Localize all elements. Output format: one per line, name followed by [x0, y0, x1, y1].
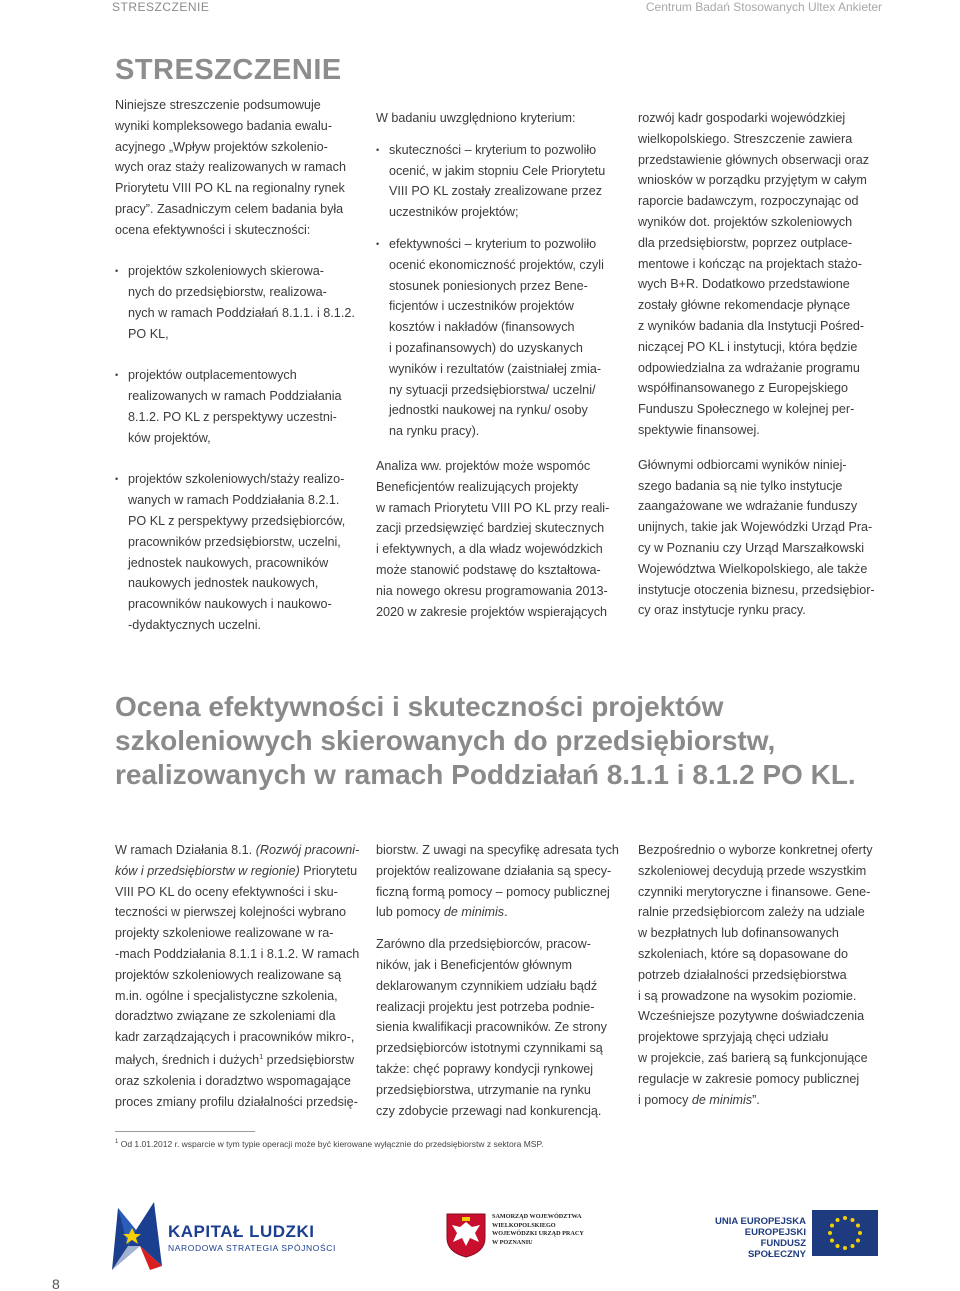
bullet-item: • projektów szkoleniowych skierowa- nych do przedsiębiorstw, realizowa- nych w ramach Poddziałań 8.1.1. i 8.1.2. PO KL, [115, 261, 360, 344]
bullet-item: • projektów szkoleniowych/staży realizo- wanych w ramach Poddziałania 8.2.1. PO KL z perspektywy przedsiębiorców, pracowników przedsiębiorstw, uczelni, jednostek naukowych, pracowników naukowych jednostek naukowych, pracowników naukowych i naukowo- -dydaktycznych uczelni. [115, 469, 360, 635]
section-column-3: Bezpośrednio o wyborze konkretnej oferty szkoleniowej decydują przede wszystkim czynniki merytoryczne i finansowe. Gene- ralnie przedsiębiorcom zależy na udziale w bezpłatnych lub dofinansowanych szkoleniach, które są dopasowane do potrzeb działalności przedsiębiorstwa i są prowadzone na wysokim poziomie. Wcześniejsze pozytywne doświadczenia projektowe sprzyjają chęci udziału w projekcie, zaś barierą są funkcjonujące regulacje w zakresie pomocy publicznej i pomocy de minimis”. [638, 843, 873, 1107]
summary-column-1 [115, 95, 360, 636]
footnote: $^1$ Od 1.01.2012 r. wsparcie w tym typie operacji może być kierowane wyłącznie do przedsiębiorstw z sektora MSP. [115, 1139, 544, 1149]
bullet-item: • projektów outplacementowych realizowanych w ramach Poddziałania 8.1.2. PO KL z perspektywy uczestni- ków projektów, [115, 365, 360, 448]
section-column-1: W ramach Działania 8.1. (Rozwój pracowni- ków i przedsiębiorstw w regionie) Priorytetu VIII PO KL do oceny efektywności i sku- teczności w pierwszej kolejności wybrano projekty szkoleniowe realizowane w ra- -mach Poddziałania 8.1.1 i 8.1.2. W ramach projektów szkoleniowych realizowane są m.in. ogólne i specjalistyczne szkolenia, doradztwo związane ze szkoleniami dla kadr zarządzających i pracowników mikro-, małych, średnich i dużych$^1$ przedsiębiorstw oraz szkolenia i doradztwo wspomagające proces zmiany profilu działalności przedsię- [115, 843, 360, 1109]
summary-column-3 [638, 108, 888, 621]
eu-label: UNIA EUROPEJSKA EUROPEJSKI FUNDUSZ SPOŁECZNY [715, 1216, 806, 1260]
wielkopolska-coat-of-arms-icon [445, 1212, 487, 1258]
kapital-ludzki-logo-icon [110, 1200, 164, 1272]
running-header-left: STRESZCZENIE [112, 0, 210, 14]
bullet-item: • efektywności – kryterium to pozwoliło ocenić ekonomiczność projektów, czyli stosunek poniesionych przez Bene- ficjentów i uczestników projektów kosztów i nakładów (finansowych i pozafinansowych) do uzyskanych wyników i rezultatów (zaistniałej zmia- ny sytuacji przedsiębiorstwa/ uczelni/ jednostki naukowej na rynku/ osoby na rynku pracy). [376, 234, 626, 442]
summary-paragraph: rozwój kadr gospodarki wojewódzkiej wielkopolskiego. Streszczenie zawiera przedstawienie głównych obserwacji oraz wniosków w porządku przyjętym w całym raporcie badawczym, rozpoczynając od wyników dot. projektów szkoleniowych dla przedsiębiorstw, poprzez outplace- mentowe i kończąc na projektach stażo- wych B+R. Dodatkowo przedstawione zostały główne rekomendacje płynące z wyników badania dla Instytucji Pośred- niczącej PO KL i instytucji, która będzie odpowiedzialna za wdrażanie programu współfinansowanego z Europejskiego Funduszu Społecznego w kolejnej per- spektywie finansowej. [638, 111, 869, 437]
summary-paragraph: Głównymi odbiorcami wyników niniej- szego badania są nie tylko instytucje zaangażowane we wdrażanie funduszy unijnych, takie jak Wojewódzki Urząd Pra- cy w Poznaniu czy Urząd Marszałkowski Województwa Wielkopolskiego, ale także instytucje otoczenia biznesu, przedsiębior- cy oraz instytucje rynku pracy. [638, 457, 875, 618]
footnote-ref[interactable]: 1 [259, 1053, 264, 1061]
running-header-right: Centrum Badań Stosowanych Ultex Ankieter [645, 0, 882, 14]
section-title: Ocena efektywności i skuteczności projektów szkoleniowych skierowanych do przedsiębiorstw, realizowanych w ramach Poddziałań 8.1.1 i 8.1.2 PO KL. [115, 691, 856, 790]
strategia-label: NARODOWA STRATEGIA SPÓJNOŚCI [168, 1243, 336, 1253]
footnote-divider [115, 1131, 255, 1132]
summary-paragraph: Analiza ww. projektów może wspomóc Beneficjentów realizujących projekty w ramach Priorytetu VIII PO KL przy reali- zacji przedsięwzięć bardziej skutecznych i efektywnych, a dla władz wojewódzkich może stanowić podstawę do kształtowa- nia nowego okresu programowania 2013- 2020 w zakresie projektów wspierających [376, 458, 610, 619]
section-column-2: biorstw. Z uwagi na specyfikę adresata tych projektów realizowane działania są specy- ficzną formą pomocy – pomocy publicznej lub pomocy de minimis. Zarówno dla przedsiębiorców, pracow- ników, jak i Beneficjentów głównym deklarowanym czynnikiem udziału bądź realizacji projektu jest potrzeba podnie- sienia kwalifikacji pracowników. Ze strony przedsiębiorców istotnymi czynnikami są także: chęć poprawy kondycji rynkowej przedsiębiorstwa, utrzymanie na rynku czy zdobycie przewagi nad konkurencją. [376, 840, 626, 1121]
page-number: 8 [52, 1276, 60, 1291]
section-paragraph: Zarówno dla przedsiębiorców, pracow- ników, jak i Beneficjentów głównym deklarowanym czynnikiem udziału bądź realizacji projektu jest potrzeba podnie- sienia kwalifikacji pracowników. Ze strony przedsiębiorców istotnymi czynnikami są także: chęć poprawy kondycji rynkowej przedsiębiorstwa, utrzymanie na rynku czy zdobycie przewagi nad konkurencją. [376, 937, 607, 1118]
kapital-ludzki-label: KAPITAŁ LUDZKI [168, 1222, 315, 1241]
samorzad-label: SAMORZĄD WOJEWÓDZTWA WIELKOPOLSKIEGO WOJEWÓDZKI URZĄD PRACY W POZNANIU [492, 1213, 584, 1246]
summary-column-2: W badaniu uwzględniono kryterium: • skuteczności – kryterium to pozwoliło ocenić, w jakim stopniu Cele Priorytetu VIII PO KL zostały zrealizowane przez uczestników projektów; • efektywności – kryterium to pozwoliło ocenić ekonomiczność projektów, czyli stosunek poniesionych przez Bene- ficjentów i uczestników projektów kosztów i nakładów (finansowych i pozafinansowych) do uzyskanych wyników i rezultatów (zaistniałej zmia- ny sytuacji przedsiębiorstwa/ uczelni/ jednostki naukowej na rynku/ osoby na rynku pracy). Analiza ww. projektów może wspomóc Beneficjentów realizujących projekty w ramach Priorytetu VIII PO KL przy reali- zacji przedsięwzięć bardziej skutecznych i efektywnych, a dla władz wojewódzkich może stanowić podstawę do kształtowa- nia nowego okresu programowania 2013- 2020 w zakresie projektów wspierających [376, 108, 626, 622]
summary-intro: Niniejsze streszczenie podsumowuje wyniki kompleksowego badania ewalu- acyjnego „Wpływ projektów szkolenio- wych oraz staży realizowanych w ramach Priorytetu VIII PO KL na regionalny rynek pracy”. Zasadniczym celem badania była ocena efektywności i skuteczności: [115, 98, 346, 237]
bullet-item: • skuteczności – kryterium to pozwoliło ocenić, w jakim stopniu Cele Priorytetu VIII PO KL zostały zrealizowane przez uczestników projektów; [376, 140, 626, 223]
eu-flag-icon [812, 1210, 878, 1256]
page-title: STRESZCZENIE [115, 54, 342, 86]
